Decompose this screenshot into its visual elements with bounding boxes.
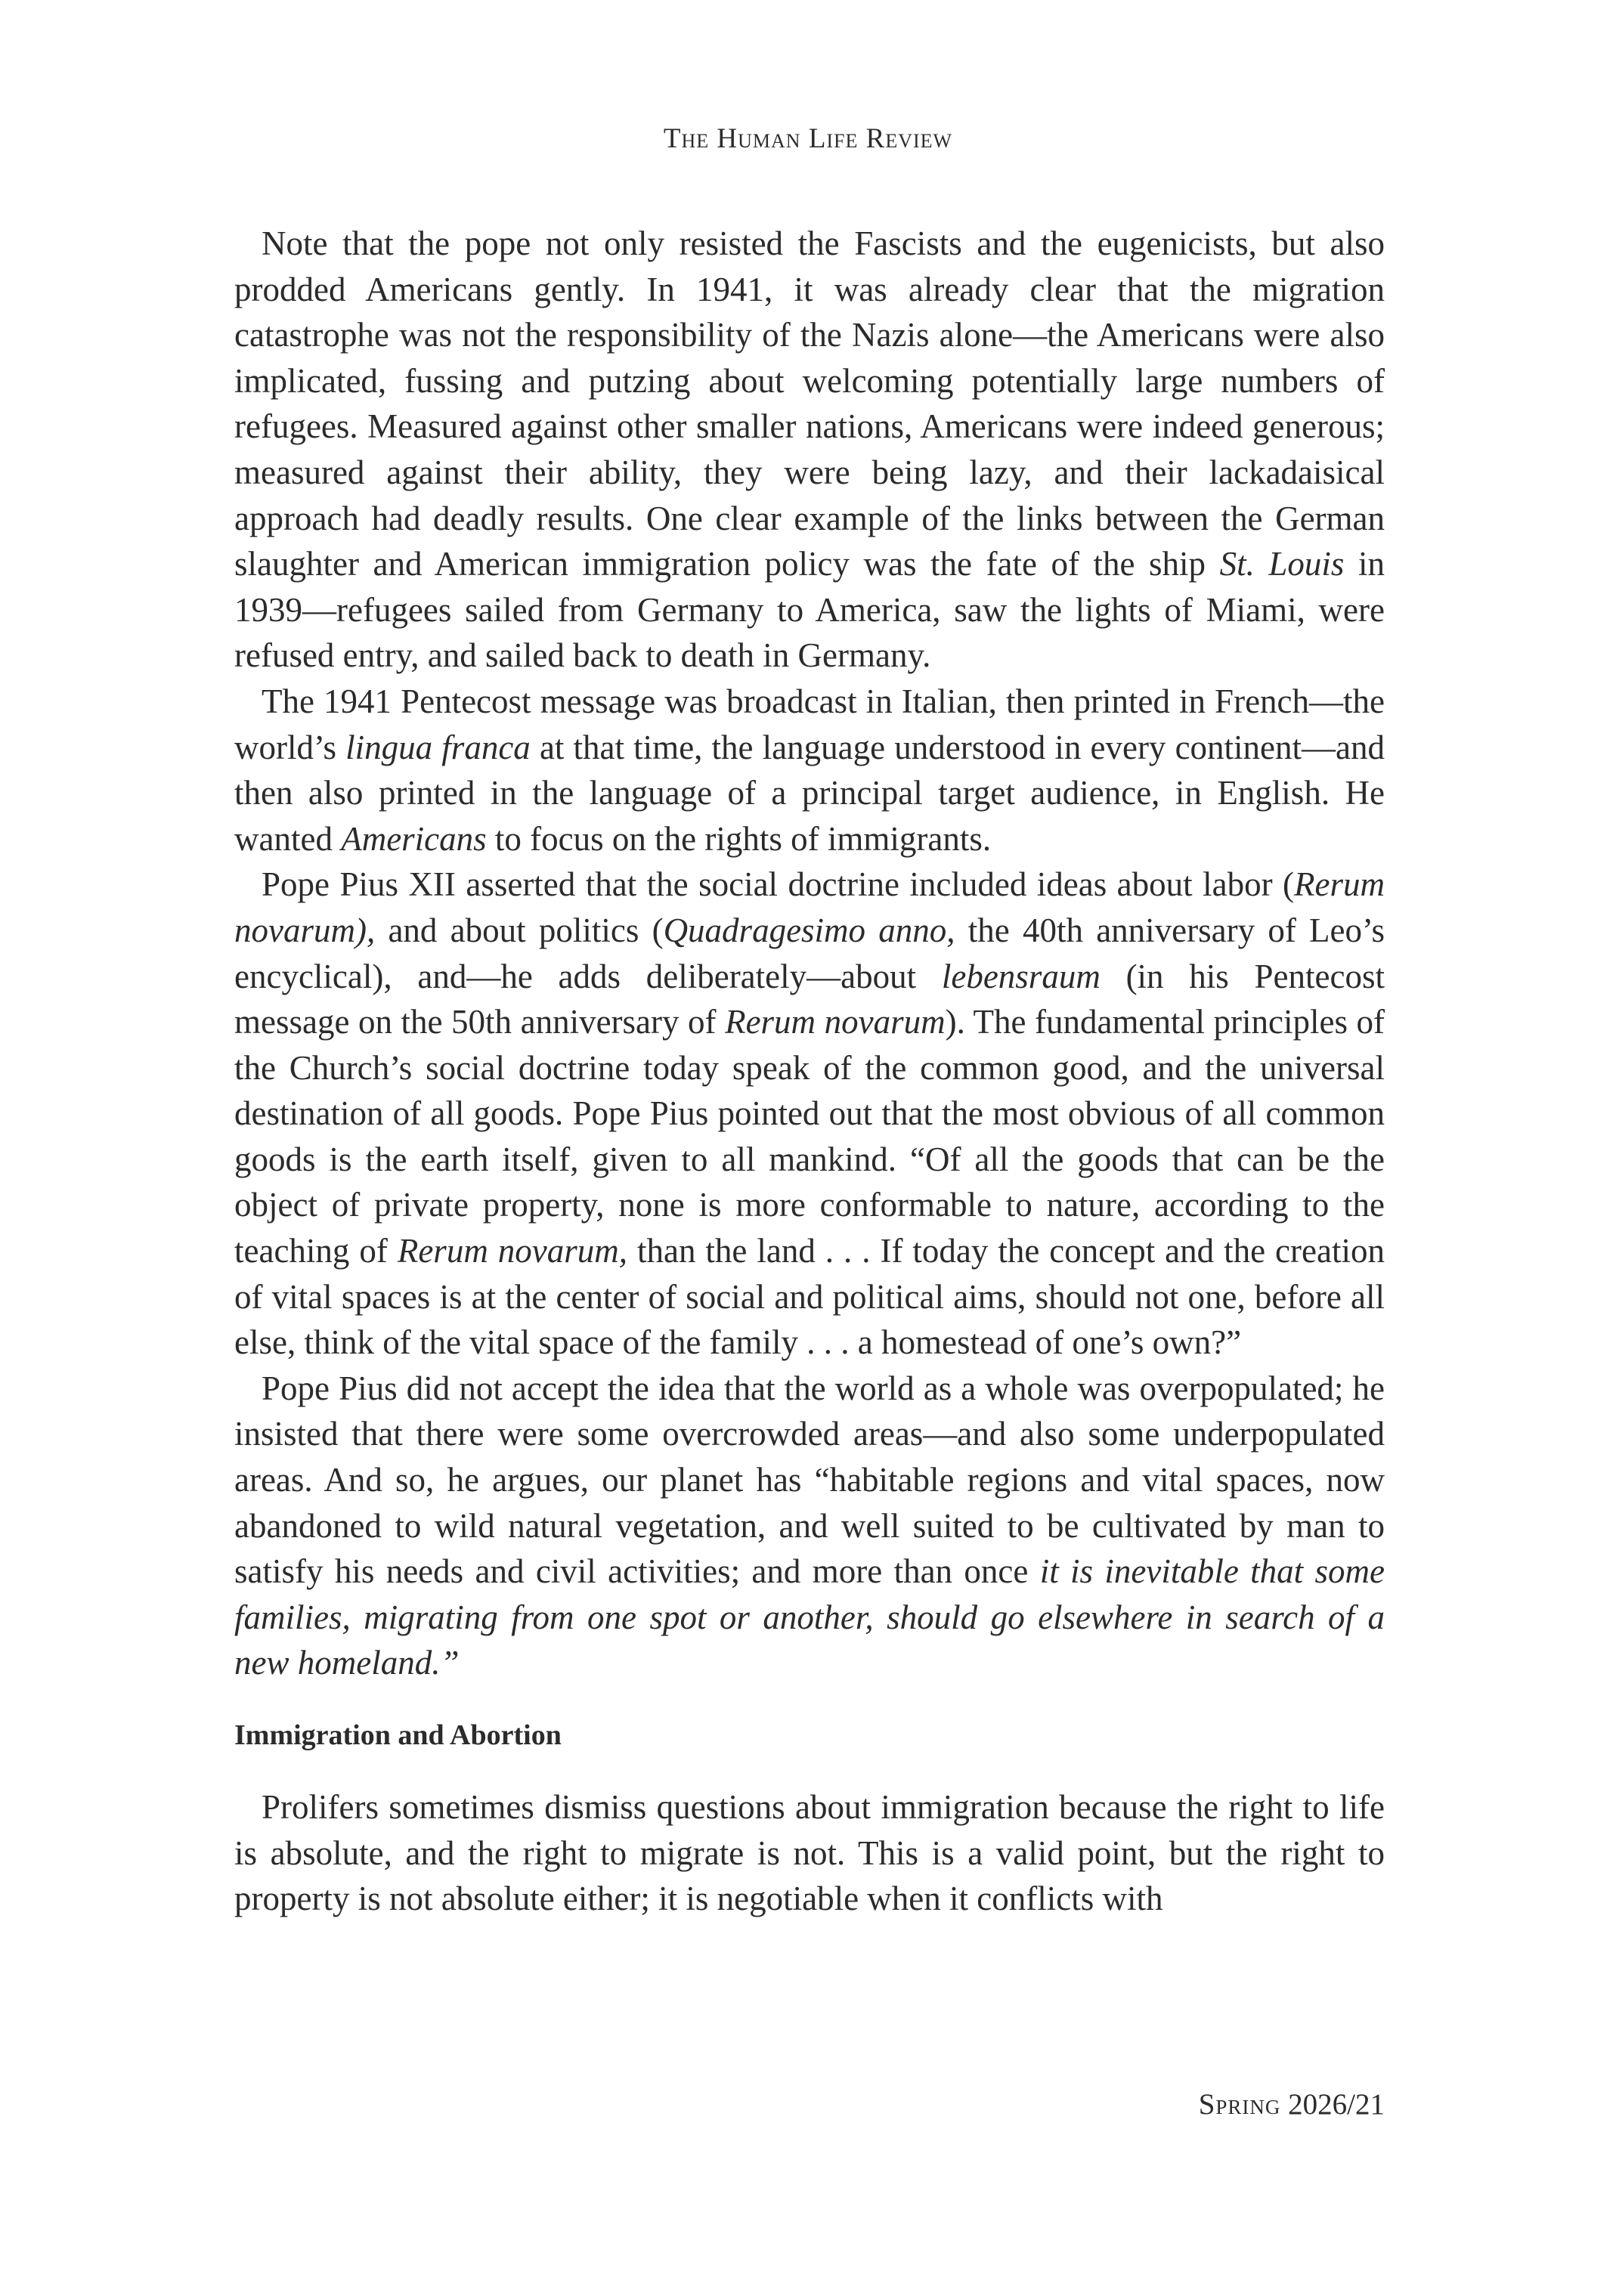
lingua-franca-term: lingua franca: [345, 728, 531, 766]
p1-text-a: Note that the pope not only resisted the Fascists and the eugenicists, but also prodded Americans gently. In 1941, it was already clear that the migration catastrophe was not the responsibility of the Nazis alone—the Americans were also implicated, fussing and putzing about welcoming potentially large numbers of refugees. Measured against other smaller nations, Americans were indeed generous; measured against their ability, they were being lazy, and their lackadaisical approach had deadly results. One clear example of the links between the German slaughter and American immigration policy was the fate of the ship: [234, 224, 1385, 583]
rerum-novarum-title-1: Rerum novarum),: [234, 865, 1385, 949]
p3-text-b: and about politics (: [375, 911, 664, 949]
paragraph-2: [234, 679, 1385, 862]
p3-text-f: than the land . . . If today the concept and the creation of vital spaces is at the center of social and political aims, should not one, before all else, think of the vital space of the family . . . a homestead of one’s own?”: [234, 1232, 1385, 1362]
p3-text-c: the 40th anniversary of Leo’s encyclical), and—he adds deliberately—about: [234, 911, 1385, 995]
p2-text-b: at that time, the language understood in every continent—and then also printed in the language of a principal target audience, in English. He wanted: [234, 728, 1385, 858]
p3-text-e: ). The fundamental principles of the Church’s social doctrine today speak of the common good, and the universal destination of all goods. Pope Pius pointed out that the most obvious of all common goods is the earth itself, given to all mankind. “Of all the goods that can be the object of private property, none is more conformable to nature, according to the teaching of: [234, 1003, 1385, 1270]
rerum-novarum-title-2: Rerum novarum: [725, 1003, 946, 1041]
p3-text-a: Pope Pius XII asserted that the social doctrine included ideas about labor (: [262, 865, 1295, 904]
p4-text-a: Pope Pius did not accept the idea that the world as a whole was overpopulated; he insisted that there were some overcrowded areas—and also some underpopulated areas. And so, he argues, our planet has “habitable regions and vital spaces, now abandoned to wild natural vegetation, and well suited to be cultivated by man to satisfy his needs and civil activities; and more than once: [234, 1369, 1385, 1591]
running-head-title: The Human Life Review: [663, 123, 953, 154]
p4-italic-quote: it is inevitable that some families, migrating from one spot or another, should go elsewhere in search of a new homeland.”: [234, 1552, 1385, 1682]
lebensraum-term: lebensraum: [941, 957, 1101, 995]
p1-text-b: in 1939—refugees sailed from Germany to America, saw the lights of Miami, were refused entry, and sailed back to death in Germany.: [234, 545, 1385, 675]
folio-season: Spring: [1198, 2088, 1281, 2121]
p2-text-a: The 1941 Pentecost message was broadcast in Italian, then printed in French—the world’s: [234, 682, 1385, 766]
article-body: [234, 221, 1385, 1922]
p3-text-d: (in his Pentecost message on the 50th anniversary of: [234, 957, 1385, 1041]
paragraph-5: Prolifers sometimes dismiss questions about immigration because the right to life is absolute, and the right to migrate is not. This is a valid point, but the right to property is not absolute either; it is negotiable when it conflicts with: [234, 1788, 1385, 1918]
folio-issue-page: 2026/21: [1288, 2088, 1385, 2121]
rerum-novarum-title-3: Rerum novarum,: [397, 1232, 628, 1270]
americans-emphasis: Americans: [341, 819, 487, 858]
quadragesimo-anno-title: Quadragesimo anno,: [663, 911, 955, 949]
ship-name: St. Louis: [1219, 545, 1345, 583]
paragraph-4: [234, 1366, 1385, 1686]
paragraph-1: [234, 221, 1385, 679]
page-folio: [1199, 2087, 1385, 2121]
section-heading: Immigration and Abortion: [234, 1719, 562, 1751]
p2-text-c: to focus on the rights of immigrants.: [486, 819, 992, 858]
paragraph-3: [234, 862, 1385, 1366]
